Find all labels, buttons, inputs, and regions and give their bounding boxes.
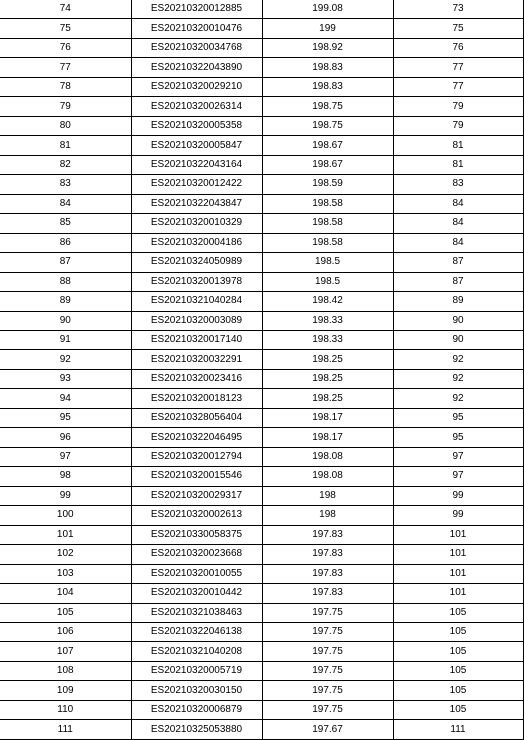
- cell-index: 93: [0, 369, 131, 388]
- table-row: [0, 661, 523, 680]
- cell-rank: 105: [393, 642, 523, 661]
- cell-id: ES20210320010476: [131, 19, 262, 38]
- cell-rank: 101: [393, 525, 523, 544]
- cell-id: ES20210322043847: [131, 194, 262, 213]
- cell-index: 102: [0, 545, 131, 564]
- cell-id: ES20210320010442: [131, 584, 262, 603]
- cell-rank: 87: [393, 272, 523, 291]
- cell-id: ES20210320015546: [131, 467, 262, 486]
- table-row: [0, 194, 523, 213]
- cell-id: ES20210320034768: [131, 38, 262, 57]
- table-row: [0, 350, 523, 369]
- cell-rank: 99: [393, 486, 523, 505]
- table-row: [0, 136, 523, 155]
- cell-index: 85: [0, 214, 131, 233]
- table-row: [0, 623, 523, 642]
- cell-index: 83: [0, 175, 131, 194]
- cell-score: 198.17: [262, 408, 393, 427]
- cell-id: ES20210320023668: [131, 545, 262, 564]
- cell-rank: 111: [393, 720, 523, 739]
- cell-rank: 73: [393, 0, 523, 19]
- cell-index: 108: [0, 661, 131, 680]
- cell-id: ES20210320010329: [131, 214, 262, 233]
- table-row: [0, 545, 523, 564]
- table-row: [0, 506, 523, 525]
- cell-score: 198.08: [262, 447, 393, 466]
- cell-index: 100: [0, 506, 131, 525]
- cell-index: 89: [0, 292, 131, 311]
- cell-score: 198.25: [262, 389, 393, 408]
- cell-score: 198.25: [262, 369, 393, 388]
- cell-id: ES20210324050989: [131, 253, 262, 272]
- cell-index: 101: [0, 525, 131, 544]
- cell-id: ES20210322046138: [131, 623, 262, 642]
- cell-rank: 77: [393, 77, 523, 96]
- cell-index: 98: [0, 467, 131, 486]
- cell-rank: 77: [393, 58, 523, 77]
- cell-id: ES20210320032291: [131, 350, 262, 369]
- table-row: [0, 428, 523, 447]
- cell-rank: 99: [393, 506, 523, 525]
- cell-rank: 75: [393, 19, 523, 38]
- cell-score: 198.58: [262, 194, 393, 213]
- table-row: [0, 97, 523, 116]
- table-row: [0, 584, 523, 603]
- cell-rank: 90: [393, 311, 523, 330]
- cell-rank: 87: [393, 253, 523, 272]
- cell-id: ES20210320003089: [131, 311, 262, 330]
- cell-index: 74: [0, 0, 131, 19]
- table-row: [0, 0, 523, 19]
- table-row: [0, 58, 523, 77]
- cell-index: 81: [0, 136, 131, 155]
- cell-rank: 79: [393, 116, 523, 135]
- cell-score: 197.75: [262, 642, 393, 661]
- cell-score: 198.83: [262, 77, 393, 96]
- table-row: [0, 155, 523, 174]
- cell-id: ES20210321040284: [131, 292, 262, 311]
- cell-score: 197.83: [262, 525, 393, 544]
- table-row: [0, 253, 523, 272]
- cell-rank: 81: [393, 155, 523, 174]
- table-row: [0, 525, 523, 544]
- table-row: [0, 467, 523, 486]
- cell-rank: 97: [393, 447, 523, 466]
- cell-index: 75: [0, 19, 131, 38]
- cell-index: 91: [0, 330, 131, 349]
- cell-index: 92: [0, 350, 131, 369]
- cell-score: 197.83: [262, 564, 393, 583]
- table-row: [0, 389, 523, 408]
- cell-id: ES20210321040208: [131, 642, 262, 661]
- table-row: [0, 603, 523, 622]
- cell-id: ES20210320017140: [131, 330, 262, 349]
- cell-index: 78: [0, 77, 131, 96]
- cell-score: 197.75: [262, 700, 393, 719]
- cell-id: ES20210325053880: [131, 720, 262, 739]
- table-row: [0, 233, 523, 252]
- cell-index: 79: [0, 97, 131, 116]
- cell-rank: 79: [393, 97, 523, 116]
- cell-score: 198.58: [262, 214, 393, 233]
- cell-rank: 95: [393, 408, 523, 427]
- cell-score: 199: [262, 19, 393, 38]
- table-row: [0, 272, 523, 291]
- cell-index: 95: [0, 408, 131, 427]
- cell-id: ES20210320005358: [131, 116, 262, 135]
- cell-id: ES20210320029317: [131, 486, 262, 505]
- table-row: [0, 19, 523, 38]
- cell-id: ES20210320012794: [131, 447, 262, 466]
- cell-score: 198.67: [262, 155, 393, 174]
- cell-index: 106: [0, 623, 131, 642]
- cell-id: ES20210320010055: [131, 564, 262, 583]
- cell-index: 104: [0, 584, 131, 603]
- cell-rank: 92: [393, 369, 523, 388]
- cell-index: 103: [0, 564, 131, 583]
- cell-id: ES20210320004186: [131, 233, 262, 252]
- cell-score: 198.5: [262, 272, 393, 291]
- cell-rank: 92: [393, 350, 523, 369]
- table-row: [0, 38, 523, 57]
- table-row: [0, 642, 523, 661]
- cell-score: 198.42: [262, 292, 393, 311]
- cell-index: 80: [0, 116, 131, 135]
- cell-id: ES20210328056404: [131, 408, 262, 427]
- cell-score: 198.75: [262, 97, 393, 116]
- cell-rank: 105: [393, 661, 523, 680]
- cell-score: 199.08: [262, 0, 393, 19]
- cell-index: 86: [0, 233, 131, 252]
- table-row: [0, 116, 523, 135]
- cell-id: ES20210320002613: [131, 506, 262, 525]
- table-row: [0, 700, 523, 719]
- cell-index: 97: [0, 447, 131, 466]
- cell-id: ES20210321038463: [131, 603, 262, 622]
- cell-rank: 84: [393, 194, 523, 213]
- cell-id: ES20210320006879: [131, 700, 262, 719]
- cell-rank: 101: [393, 545, 523, 564]
- cell-rank: 101: [393, 584, 523, 603]
- cell-index: 96: [0, 428, 131, 447]
- cell-id: ES20210320023416: [131, 369, 262, 388]
- cell-index: 87: [0, 253, 131, 272]
- cell-score: 197.83: [262, 545, 393, 564]
- table-row: [0, 486, 523, 505]
- cell-index: 84: [0, 194, 131, 213]
- cell-rank: 101: [393, 564, 523, 583]
- cell-rank: 81: [393, 136, 523, 155]
- cell-score: 198: [262, 506, 393, 525]
- table-row: [0, 369, 523, 388]
- cell-id: ES20210320005847: [131, 136, 262, 155]
- cell-id: ES20210322043164: [131, 155, 262, 174]
- cell-rank: 84: [393, 214, 523, 233]
- cell-rank: 83: [393, 175, 523, 194]
- cell-id: ES20210320030150: [131, 681, 262, 700]
- cell-score: 198.5: [262, 253, 393, 272]
- cell-index: 94: [0, 389, 131, 408]
- cell-id: ES20210320012422: [131, 175, 262, 194]
- table-row: [0, 564, 523, 583]
- cell-score: 198.92: [262, 38, 393, 57]
- cell-index: 110: [0, 700, 131, 719]
- cell-score: 198: [262, 486, 393, 505]
- cell-score: 198.25: [262, 350, 393, 369]
- cell-rank: 92: [393, 389, 523, 408]
- cell-rank: 105: [393, 681, 523, 700]
- table-row: [0, 214, 523, 233]
- cell-index: 99: [0, 486, 131, 505]
- cell-rank: 105: [393, 700, 523, 719]
- cell-id: ES20210322046495: [131, 428, 262, 447]
- cell-index: 109: [0, 681, 131, 700]
- cell-score: 198.33: [262, 311, 393, 330]
- cell-id: ES20210322043890: [131, 58, 262, 77]
- cell-rank: 105: [393, 603, 523, 622]
- cell-rank: 90: [393, 330, 523, 349]
- cell-id: ES20210320013978: [131, 272, 262, 291]
- table-row: [0, 292, 523, 311]
- cell-id: ES20210320005719: [131, 661, 262, 680]
- cell-score: 198.83: [262, 58, 393, 77]
- cell-index: 90: [0, 311, 131, 330]
- cell-index: 105: [0, 603, 131, 622]
- cell-score: 197.67: [262, 720, 393, 739]
- cell-id: ES20210330058375: [131, 525, 262, 544]
- table-row: [0, 77, 523, 96]
- table-row: [0, 720, 523, 739]
- cell-index: 82: [0, 155, 131, 174]
- cell-rank: 76: [393, 38, 523, 57]
- cell-score: 198.75: [262, 116, 393, 135]
- cell-id: ES20210320026314: [131, 97, 262, 116]
- table-row: [0, 311, 523, 330]
- cell-id: ES20210320018123: [131, 389, 262, 408]
- cell-index: 76: [0, 38, 131, 57]
- cell-rank: 97: [393, 467, 523, 486]
- cell-score: 198.67: [262, 136, 393, 155]
- cell-score: 197.75: [262, 661, 393, 680]
- cell-index: 107: [0, 642, 131, 661]
- table-row: [0, 681, 523, 700]
- cell-index: 111: [0, 720, 131, 739]
- cell-score: 197.75: [262, 623, 393, 642]
- cell-rank: 105: [393, 623, 523, 642]
- cell-rank: 89: [393, 292, 523, 311]
- cell-index: 88: [0, 272, 131, 291]
- cell-rank: 95: [393, 428, 523, 447]
- cell-score: 198.59: [262, 175, 393, 194]
- cell-score: 198.17: [262, 428, 393, 447]
- cell-score: 197.75: [262, 603, 393, 622]
- table-row: [0, 330, 523, 349]
- cell-score: 198.08: [262, 467, 393, 486]
- cell-score: 198.58: [262, 233, 393, 252]
- cell-score: 197.83: [262, 584, 393, 603]
- table-row: [0, 447, 523, 466]
- cell-id: ES20210320012885: [131, 0, 262, 19]
- cell-score: 197.75: [262, 681, 393, 700]
- cell-index: 77: [0, 58, 131, 77]
- cell-id: ES20210320029210: [131, 77, 262, 96]
- cell-score: 198.33: [262, 330, 393, 349]
- table-row: [0, 175, 523, 194]
- cell-rank: 84: [393, 233, 523, 252]
- table-row: [0, 408, 523, 427]
